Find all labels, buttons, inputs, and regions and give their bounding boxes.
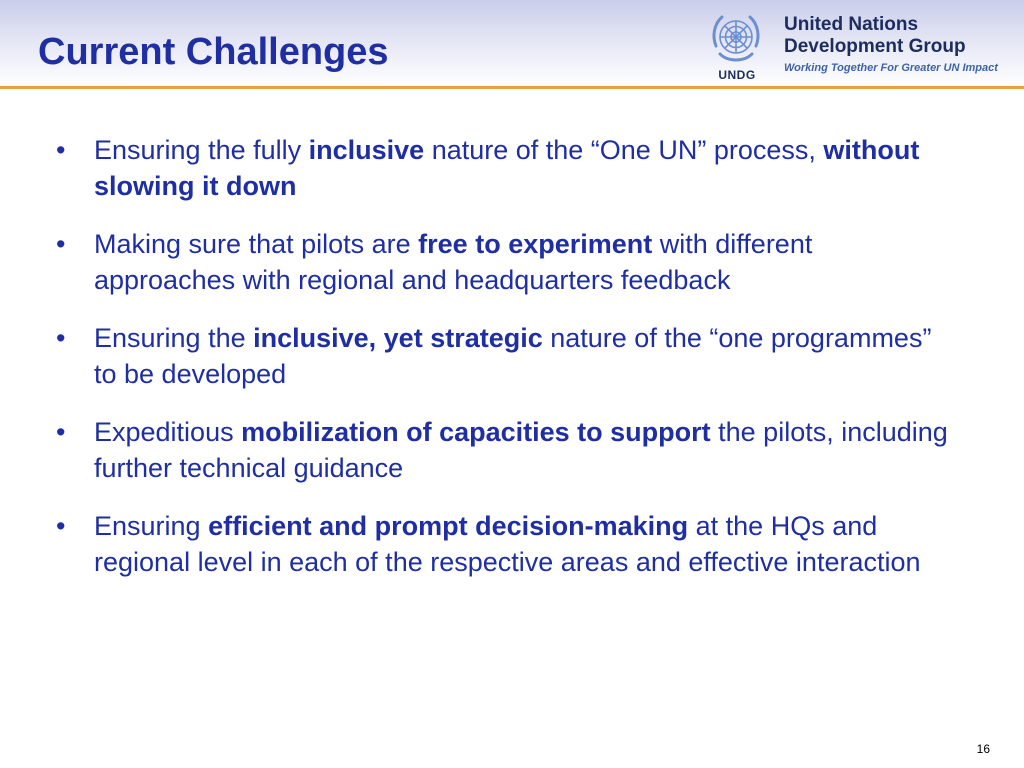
bullet-text: nature of the “one programmes” to be developed [94,323,932,389]
bullet-marker: • [56,417,66,447]
bullet-emphasis: inclusive [308,135,425,165]
bullet-list [56,132,956,602]
bullet-item [56,226,956,298]
bullet-marker: • [56,511,66,541]
bullet-emphasis: inclusive, yet strategic [253,323,543,353]
logo-organization-name [784,14,966,58]
bullet-text: at the HQs and regional level in each of the respective areas and effective interaction [94,511,921,577]
logo-tagline: Working Together For Greater UN Impact [784,62,998,74]
bullet-text: Ensuring the fully [94,135,309,165]
bullet-text: Expeditious [94,417,242,447]
bullet-marker: • [56,323,66,353]
bullet-emphasis: efficient and prompt decision-making [208,511,689,541]
logo-name-line2: Development Group [784,36,966,57]
bullet-text: with different approaches with regional and headquarters feedback [94,229,813,295]
bullet-emphasis: mobilization of capacities to support [241,417,711,447]
undg-logo [704,6,1022,84]
page-number: 16 [976,742,990,756]
un-emblem-icon [708,10,764,66]
slide-title: Current Challenges [38,31,389,73]
bullet-text: nature of the “One UN” process, [424,135,824,165]
bullet-item [56,508,956,580]
header-divider [0,86,1024,89]
bullet-text: Making sure that pilots are [94,229,419,259]
bullet-emphasis: free to experiment [418,229,653,259]
bullet-item [56,414,956,486]
bullet-marker: • [56,135,66,165]
bullet-text: Ensuring the [94,323,254,353]
bullet-item [56,320,956,392]
bullet-text: the pilots, including further technical guidance [94,417,948,483]
logo-abbreviation: UNDG [718,68,756,82]
bullet-emphasis: without slowing it down [94,135,920,201]
bullet-item [56,132,956,204]
logo-name-line1: United Nations [784,14,919,35]
bullet-marker: • [56,229,66,259]
bullet-text: Ensuring [94,511,209,541]
